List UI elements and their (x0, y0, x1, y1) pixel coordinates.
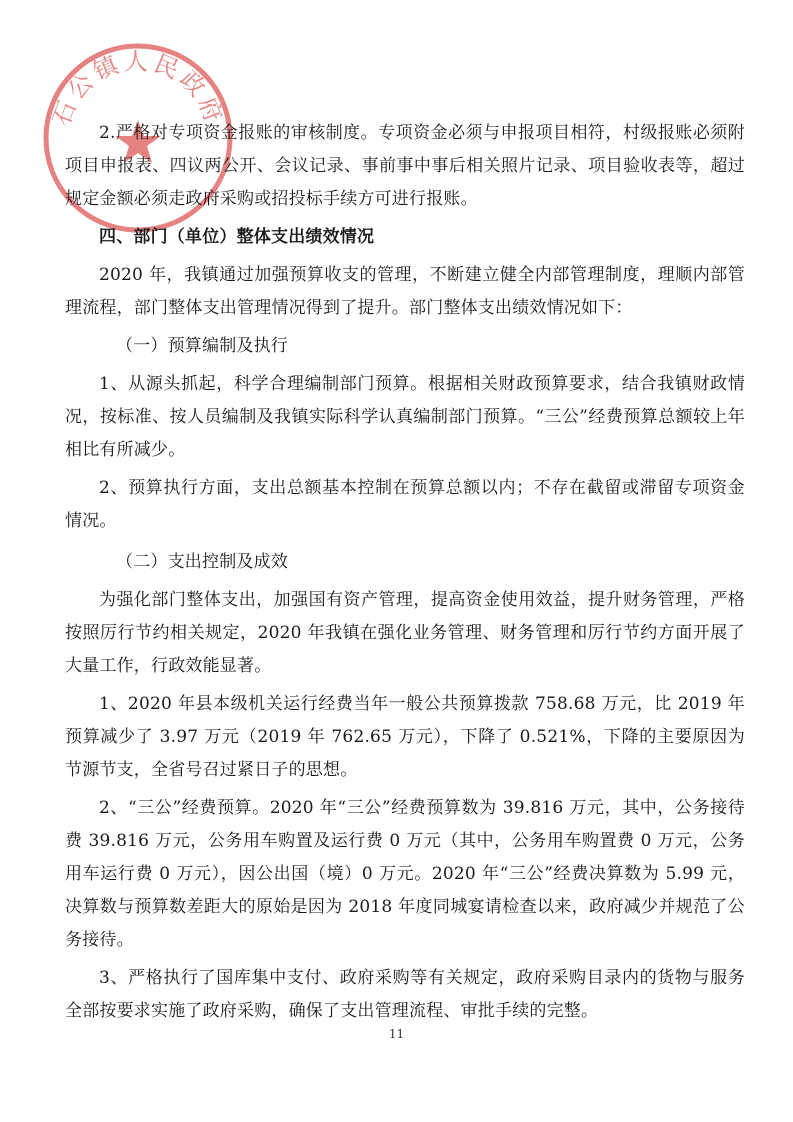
paragraph-three-public-expenses: 2、“三公”经费预算。2020 年“三公”经费预算数为 39.816 万元，其中，公务接待费 39.816 万元，公务用车购置及运行费 0 万元（其中，公务用车购置费 0 万元，公务用车运行费 0 万元），因公出国（境）0 万元。2020 年“三公”经费决算数为 5.99 元，决算数与预算数差距大的原始是因为 2018 年度同城宴请检查以来，政府减少并规范了公务接待。 (65, 798, 745, 950)
svg-text:石公镇人民政府: 石公镇人民政府 (47, 47, 229, 130)
paragraph-budget-execution: 2、预算执行方面，支出总额基本控制在预算总额以内；不存在截留或滞留专项资金情况。 (65, 478, 745, 531)
paragraph-overview: 2020 年，我镇通过加强预算收支的管理，不断建立健全内部管理制度，理顺内部管理流程，部门整体支出管理情况得到了提升。部门整体支出绩效情况如下： (65, 265, 745, 318)
section-heading-performance: 四、部门（单位）整体支出绩效情况 (99, 227, 375, 247)
paragraph-procurement: 3、严格执行了国库集中支付、政府采购等有关规定，政府采购目录内的货物与服务全部按要求实施了政府采购，确保了支出管理流程、审批手续的完整。 (65, 968, 745, 1021)
page-number: 11 (388, 1027, 405, 1041)
paragraph-operating-funds: 1、2020 年县本级机关运行经费当年一般公共预算拨款 758.68 万元，比 2019 年预算减少了 3.97 万元（2019 年 762.65 万元），下降了 0.521%，下降的主要原因为节源节支，全省号召过紧日子的思想。 (65, 694, 745, 780)
subheading-budget-execution: （一）预算编制及执行 (116, 336, 288, 356)
subheading-expenditure-control: （二）支出控制及成效 (116, 552, 288, 572)
document-body (65, 117, 745, 1028)
paragraph-budget-compilation: 1、从源头抓起，科学合理编制部门预算。根据相关财政预算要求，结合我镇财政情况，按标准、按人员编制及我镇实际科学认真编制部门预算。“三公”经费预算总额较上年相比有所减少。 (65, 374, 745, 460)
paragraph-audit-system: 2.严格对专项资金报账的审核制度。专项资金必须与申报项目相符，村级报账必须附项目申报表、四议两公开、会议记录、事前事中事后相关照片记录、项目验收表等，超过规定金额必须走政府采购或招投标手续方可进行报账。 (65, 123, 745, 209)
paragraph-expenditure-control: 为强化部门整体支出，加强国有资产管理，提高资金使用效益，提升财务管理，严格按照厉行节约相关规定，2020 年我镇在强化业务管理、财务管理和厉行节约方面开展了大量工作，行政效能显著。 (65, 590, 745, 676)
